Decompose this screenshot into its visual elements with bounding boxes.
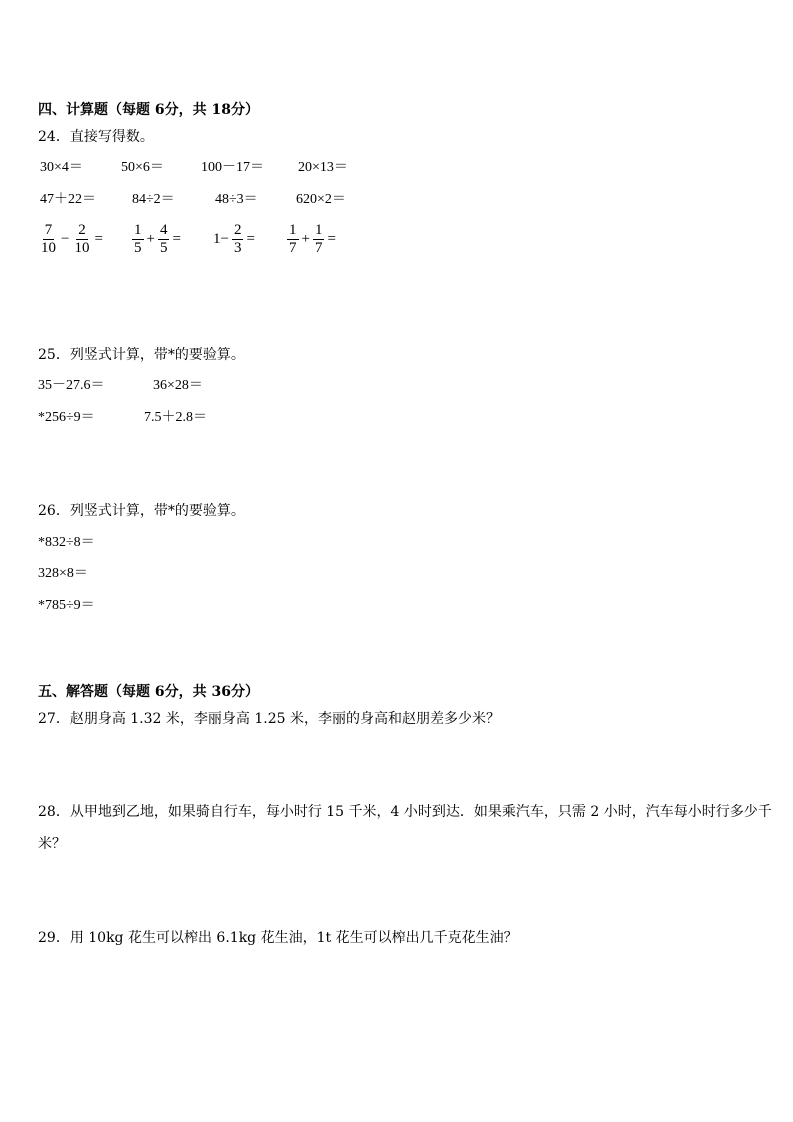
calc-item: 48÷3＝ [215,192,258,207]
question-27-text: 27．赵朋身高 1.32 米，李丽身高 1.25 米，李丽的身高和赵朋差多少米？ [38,711,500,727]
fraction-expression-1 [38,222,105,257]
calc-item: 7.5＋2.8＝ [144,410,207,425]
fraction [232,222,244,257]
fraction-expression-4 [286,222,338,257]
fraction [132,222,144,257]
denominator: 3 [233,240,242,256]
numerator: 4 [159,222,168,238]
denominator: 7 [289,240,297,256]
leading-term: 1− [213,231,229,247]
calc-item: 620×2＝ [296,192,346,207]
calc-item: 328×8＝ [38,566,88,581]
equals-sign: = [246,231,255,247]
denominator: 5 [134,240,142,256]
section-five-heading: 五、解答题（每题 6分，共 36分） [38,684,259,700]
calc-item: *256÷9＝ [38,410,95,425]
question-28-text-line1: 28．从甲地到乙地，如果骑自行车，每小时行 15 千米，4 小时到达．如果乘汽车，只需 2 小时，汽车每小时行多少千 [38,804,772,820]
numerator: 7 [44,222,53,238]
denominator: 10 [74,240,90,256]
fraction-expression-2 [131,222,183,257]
denominator: 5 [159,240,168,256]
numerator: 2 [233,222,242,238]
equals-sign: = [94,231,103,247]
numerator: 1 [134,222,142,238]
fraction [158,222,170,257]
calc-item: 47＋22＝ [40,192,96,207]
operator: + [301,231,310,247]
denominator: 10 [41,240,56,256]
fraction [39,222,58,257]
operator: + [146,231,155,247]
calc-item: 100－17＝ [201,160,264,175]
question-24-text: 24．直接写得数。 [38,129,154,145]
denominator: 7 [314,240,323,256]
numerator: 1 [289,222,297,238]
question-28-text-line2: 米？ [38,836,66,852]
question-29-text: 29．用 10kg 花生可以榨出 6.1kg 花生油，1t 花生可以榨出几千克花生油？ [38,930,518,946]
fraction [72,222,91,257]
fraction [287,222,299,257]
numerator: 2 [78,222,86,238]
section-four-heading: 四、计算题（每题 6分，共 18分） [38,102,259,118]
calc-item: 20×13＝ [298,160,348,175]
equals-sign: = [327,231,336,247]
numerator: 1 [314,222,323,238]
question-26-text: 26．列竖式计算，带*的要验算。 [38,503,245,519]
fraction [313,222,325,257]
question-25-text: 25．列竖式计算，带*的要验算。 [38,347,245,363]
equals-sign: = [172,231,181,247]
calc-item: 50×6＝ [121,160,164,175]
calc-item: 84÷2＝ [132,192,175,207]
calc-item: 30×4＝ [40,160,83,175]
calc-item: *785÷9＝ [38,598,95,613]
operator: − [61,231,70,247]
calc-item: *832÷8＝ [38,535,95,550]
fraction-expression-3 [211,222,257,257]
calc-item: 35－27.6＝ [38,378,105,393]
calc-item: 36×28＝ [153,378,203,393]
